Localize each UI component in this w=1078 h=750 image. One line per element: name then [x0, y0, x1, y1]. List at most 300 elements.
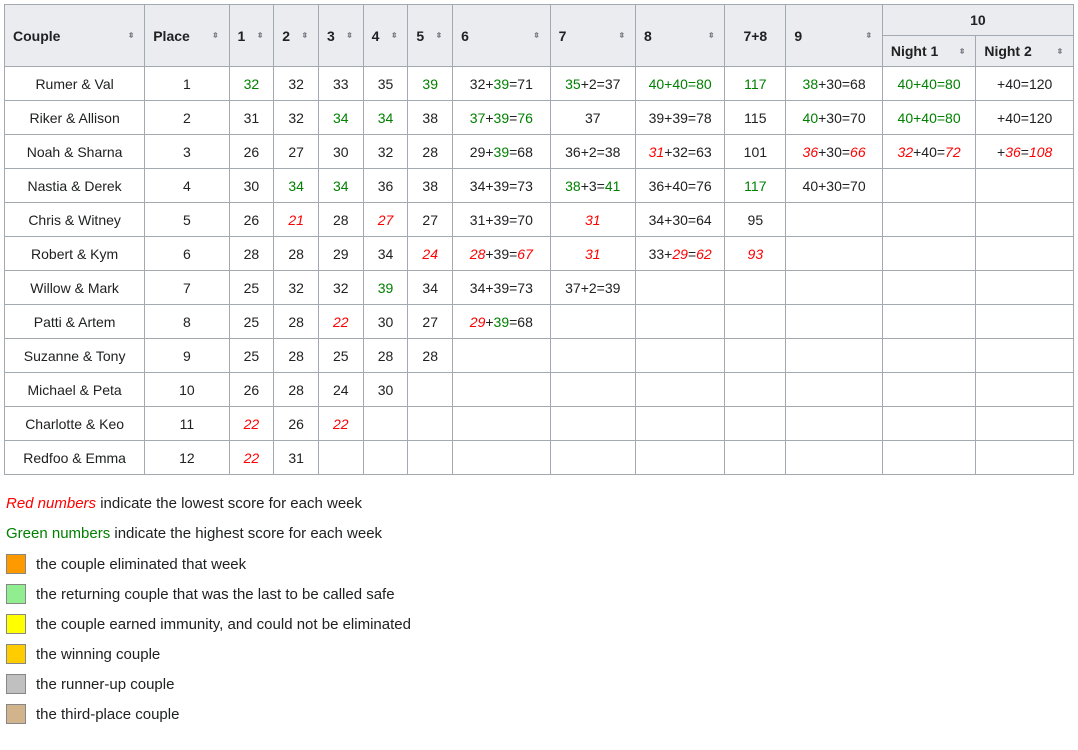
score-cell — [786, 305, 883, 339]
col-header-night-1-label: Night 1 — [890, 43, 939, 59]
score-cell — [786, 373, 883, 407]
score-cell — [453, 305, 551, 339]
score-cell — [882, 271, 975, 305]
score-fragment: 34+30=64 — [648, 211, 712, 228]
table-row — [5, 305, 1074, 339]
score-fragment: 21 — [288, 211, 304, 228]
score-cell — [229, 407, 274, 441]
score-cell — [274, 67, 319, 101]
place-cell: 2 — [145, 101, 229, 135]
score-cell — [453, 441, 551, 475]
sort-icon[interactable]: ⇕ — [211, 31, 220, 40]
sort-icon[interactable]: ⇕ — [958, 46, 967, 55]
score-fragment: 32 — [333, 279, 349, 296]
col-header-night-1[interactable] — [882, 36, 975, 67]
place-cell: 5 — [145, 203, 229, 237]
sort-icon[interactable]: ⇕ — [301, 31, 309, 40]
score-fragment: +3= — [580, 177, 605, 194]
col-header-week-1-label: 1 — [237, 27, 246, 44]
score-fragment: 26 — [288, 415, 304, 432]
score-fragment: 28 — [288, 347, 304, 364]
score-fragment: 32 — [243, 75, 260, 92]
score-cell — [550, 271, 635, 305]
score-cell — [786, 169, 883, 203]
score-cell — [274, 135, 319, 169]
score-fragment: 34 — [377, 109, 394, 126]
score-fragment: 32 — [288, 109, 304, 126]
score-fragment: 28 — [333, 211, 349, 228]
col-header-week-9[interactable] — [786, 5, 883, 67]
score-cell — [550, 203, 635, 237]
score-cell — [453, 67, 551, 101]
score-cell — [786, 237, 883, 271]
score-cell — [976, 237, 1074, 271]
legend — [6, 489, 1078, 729]
score-cell — [976, 373, 1074, 407]
score-cell — [229, 135, 274, 169]
score-fragment: 25 — [243, 347, 260, 364]
couple-name-cell: Riker & Allison — [5, 101, 145, 135]
score-cell — [229, 203, 274, 237]
score-fragment: 22 — [243, 415, 260, 432]
score-cell — [408, 203, 453, 237]
score-fragment: 39 — [493, 143, 510, 160]
score-cell — [363, 169, 408, 203]
score-cell — [550, 135, 635, 169]
score-cell — [786, 339, 883, 373]
score-fragment: +30= — [818, 143, 851, 160]
couple-name-cell: Charlotte & Keo — [5, 407, 145, 441]
score-cell — [976, 135, 1074, 169]
score-fragment: 38 — [565, 177, 581, 194]
score-fragment: 27 — [422, 211, 438, 228]
col-header-week-3-label: 3 — [326, 27, 335, 44]
score-fragment: 25 — [333, 347, 349, 364]
score-fragment: 66 — [850, 143, 866, 160]
score-fragment: 117 — [744, 75, 767, 92]
score-fragment: 39 — [493, 109, 510, 126]
score-fragment: = — [1020, 143, 1029, 160]
score-cell — [318, 339, 363, 373]
score-fragment: 22 — [333, 313, 349, 330]
score-cell — [882, 407, 975, 441]
score-fragment: 37 — [469, 109, 486, 126]
score-fragment: 34 — [333, 109, 349, 126]
score-cell — [635, 135, 724, 169]
score-cell — [635, 169, 724, 203]
score-cell — [363, 373, 408, 407]
score-cell — [725, 305, 786, 339]
col-header-place-label: Place — [153, 27, 190, 44]
score-cell — [453, 271, 551, 305]
score-cell — [453, 237, 551, 271]
score-cell — [882, 169, 975, 203]
score-cell — [408, 271, 453, 305]
col-header-week-6[interactable] — [453, 5, 551, 67]
score-cell — [229, 271, 274, 305]
score-cell — [408, 169, 453, 203]
score-cell — [318, 169, 363, 203]
couple-name-cell: Rumer & Val — [5, 67, 145, 101]
score-cell — [408, 441, 453, 475]
score-cell — [274, 101, 319, 135]
score-cell — [363, 339, 408, 373]
place-cell: 6 — [145, 237, 229, 271]
score-fragment: 37 — [584, 109, 601, 126]
legend-item — [6, 669, 1078, 699]
score-fragment: 29+ — [469, 143, 494, 160]
score-cell — [882, 339, 975, 373]
score-cell — [274, 237, 319, 271]
col-header-night-2-label: Night 2 — [984, 43, 1032, 59]
score-fragment: 34 — [333, 177, 349, 194]
place-cell: 9 — [145, 339, 229, 373]
sort-icon[interactable]: ⇕ — [1056, 46, 1064, 55]
score-cell — [550, 169, 635, 203]
score-fragment: 31 — [288, 449, 304, 466]
score-fragment: 34 — [377, 245, 394, 262]
score-fragment: 40+40=80 — [897, 109, 961, 126]
legend-swatch — [6, 644, 26, 664]
score-fragment: 26 — [243, 381, 260, 398]
col-header-week-4[interactable] — [363, 5, 408, 67]
table-body — [5, 67, 1074, 475]
score-fragment: 31 — [648, 143, 665, 160]
score-cell — [976, 271, 1074, 305]
score-cell — [274, 441, 319, 475]
score-fragment: 40+40=80 — [897, 75, 961, 92]
score-fragment: 35 — [377, 75, 394, 92]
score-fragment: 24 — [333, 381, 349, 398]
legend-item — [6, 579, 1078, 609]
score-fragment: 30 — [377, 381, 394, 398]
legend-swatch — [6, 584, 26, 604]
legend-item — [6, 699, 1078, 729]
score-cell — [408, 339, 453, 373]
score-fragment: 38 — [802, 75, 819, 92]
score-fragment: 27 — [377, 211, 394, 228]
couple-name-cell: Chris & Witney — [5, 203, 145, 237]
legend-swatch — [6, 674, 26, 694]
sort-icon[interactable]: ⇕ — [435, 31, 443, 40]
sort-icon[interactable]: ⇕ — [707, 31, 716, 40]
sort-icon[interactable]: ⇕ — [127, 31, 135, 40]
place-cell: 10 — [145, 373, 229, 407]
table-row — [5, 101, 1074, 135]
score-cell — [635, 237, 724, 271]
score-fragment: 30 — [333, 143, 349, 160]
score-cell — [882, 203, 975, 237]
score-cell — [318, 237, 363, 271]
score-cell — [976, 407, 1074, 441]
col-header-night-2[interactable] — [976, 36, 1074, 67]
table-row — [5, 135, 1074, 169]
legend-label: the third-place couple — [36, 705, 180, 723]
couple-name-cell: Suzanne & Tony — [5, 339, 145, 373]
table-row — [5, 203, 1074, 237]
sort-icon[interactable]: ⇕ — [345, 31, 354, 40]
header-row-1 — [5, 5, 1074, 36]
score-cell — [786, 441, 883, 475]
score-fragment: 31 — [584, 211, 601, 228]
legend-note-text: indicate the lowest score for each week — [96, 495, 363, 512]
score-fragment: 34 — [288, 177, 304, 194]
score-cell — [976, 101, 1074, 135]
table-row — [5, 407, 1074, 441]
score-cell — [229, 67, 274, 101]
score-cell — [453, 169, 551, 203]
score-cell — [976, 203, 1074, 237]
score-fragment: 31 — [584, 245, 601, 262]
score-cell — [786, 271, 883, 305]
score-cell — [725, 339, 786, 373]
score-cell — [363, 67, 408, 101]
score-cell — [318, 271, 363, 305]
sort-icon[interactable]: ⇕ — [532, 31, 541, 40]
score-fragment: 28 — [422, 347, 438, 364]
score-cell — [408, 305, 453, 339]
score-cell — [635, 305, 724, 339]
score-cell — [635, 339, 724, 373]
legend-label: the winning couple — [36, 645, 161, 663]
table-row — [5, 441, 1074, 475]
score-cell — [976, 339, 1074, 373]
score-cell — [274, 271, 319, 305]
score-fragment: 41 — [604, 177, 621, 194]
score-cell — [229, 339, 274, 373]
score-fragment: 40 — [802, 109, 819, 126]
score-fragment: 31+39=70 — [469, 211, 533, 228]
score-fragment: 29 — [469, 313, 486, 330]
score-fragment: 32+ — [469, 75, 494, 92]
score-cell — [318, 203, 363, 237]
sort-icon[interactable]: ⇕ — [256, 31, 265, 40]
score-cell — [453, 339, 551, 373]
score-fragment: 39+39=78 — [648, 109, 712, 126]
score-cell — [635, 101, 724, 135]
score-cell — [453, 407, 551, 441]
sort-icon[interactable]: ⇕ — [618, 31, 626, 40]
score-cell — [318, 441, 363, 475]
score-cell — [786, 407, 883, 441]
score-fragment: 115 — [744, 109, 767, 126]
score-cell — [363, 305, 408, 339]
score-cell — [229, 441, 274, 475]
score-fragment: 36 — [802, 143, 819, 160]
score-cell — [408, 135, 453, 169]
legend-note-emphasis: Red numbers — [6, 495, 97, 512]
couple-name-cell: Redfoo & Emma — [5, 441, 145, 475]
score-cell — [229, 237, 274, 271]
score-fragment: 34+39=73 — [469, 177, 533, 194]
score-fragment: 22 — [333, 415, 349, 432]
score-cell — [408, 373, 453, 407]
score-cell — [725, 169, 786, 203]
col-header-week-8[interactable] — [635, 5, 724, 67]
score-cell — [725, 407, 786, 441]
couple-name-cell: Robert & Kym — [5, 237, 145, 271]
score-cell — [976, 169, 1074, 203]
score-cell — [408, 101, 453, 135]
legend-swatch — [6, 704, 26, 724]
place-cell: 3 — [145, 135, 229, 169]
score-cell — [725, 135, 786, 169]
score-cell — [363, 101, 408, 135]
col-header-week-7-8-label: 7+8 — [743, 27, 768, 44]
couple-name-cell: Nastia & Derek — [5, 169, 145, 203]
score-cell — [363, 135, 408, 169]
col-header-week-3[interactable] — [318, 5, 363, 67]
legend-note-text: indicate the highest score for each week — [110, 525, 383, 542]
score-cell — [725, 203, 786, 237]
score-fragment: 27 — [288, 143, 304, 160]
score-fragment: 108 — [1028, 143, 1053, 160]
score-fragment: 39 — [493, 313, 510, 330]
score-fragment: =68 — [509, 143, 533, 160]
score-cell — [635, 67, 724, 101]
score-cell — [550, 407, 635, 441]
score-cell — [725, 373, 786, 407]
score-fragment: 28 — [469, 245, 486, 262]
table-row — [5, 169, 1074, 203]
col-header-couple[interactable] — [5, 5, 145, 67]
legend-label: the returning couple that was the last to be called safe — [36, 585, 395, 603]
col-header-week-7-label: 7 — [558, 27, 567, 44]
score-fragment: 67 — [517, 245, 533, 262]
score-cell — [550, 339, 635, 373]
score-fragment: 38 — [422, 109, 438, 126]
score-cell — [635, 407, 724, 441]
score-cell — [453, 135, 551, 169]
score-fragment: 24 — [422, 245, 438, 262]
score-fragment: 40+40=80 — [648, 75, 712, 92]
score-cell — [550, 373, 635, 407]
score-fragment: 39 — [377, 279, 394, 296]
score-cell — [725, 101, 786, 135]
col-header-week-5-label: 5 — [416, 27, 425, 44]
score-cell — [318, 67, 363, 101]
col-header-couple-label: Couple — [13, 27, 61, 44]
col-header-week-7-8[interactable] — [725, 5, 786, 67]
score-fragment: 32 — [288, 75, 304, 92]
score-fragment: 28 — [288, 381, 304, 398]
score-fragment: + — [997, 143, 1006, 160]
place-cell: 8 — [145, 305, 229, 339]
score-cell — [274, 169, 319, 203]
score-fragment: 29 — [672, 245, 688, 262]
score-cell — [274, 407, 319, 441]
score-fragment: 33 — [333, 75, 349, 92]
score-fragment: 28 — [377, 347, 394, 364]
score-cell — [976, 67, 1074, 101]
score-fragment: 38 — [422, 177, 438, 194]
score-fragment: 36 — [377, 177, 394, 194]
table-row — [5, 339, 1074, 373]
col-header-place[interactable] — [145, 5, 229, 67]
place-cell: 12 — [145, 441, 229, 475]
score-fragment: 32 — [288, 279, 304, 296]
col-header-week-4-label: 4 — [371, 27, 380, 44]
score-cell — [363, 203, 408, 237]
col-header-week-1[interactable] — [229, 5, 274, 67]
place-cell: 7 — [145, 271, 229, 305]
score-fragment: 101 — [743, 143, 768, 160]
score-fragment: 30 — [377, 313, 394, 330]
score-fragment: +2=37 — [580, 75, 621, 92]
legend-swatch — [6, 614, 26, 634]
sort-icon[interactable]: ⇕ — [865, 31, 873, 40]
col-header-week-5[interactable] — [408, 5, 453, 67]
score-fragment: + — [485, 109, 494, 126]
score-fragment: +39= — [485, 245, 518, 262]
sort-icon[interactable]: ⇕ — [390, 31, 399, 40]
scores-table — [4, 4, 1074, 475]
place-cell: 1 — [145, 67, 229, 101]
score-fragment: +40=120 — [997, 75, 1053, 92]
legend-item — [6, 639, 1078, 669]
score-fragment: +30=68 — [818, 75, 866, 92]
score-cell — [318, 135, 363, 169]
score-cell — [882, 237, 975, 271]
score-cell — [550, 101, 635, 135]
score-fragment: 39 — [493, 75, 510, 92]
score-cell — [318, 373, 363, 407]
legend-item — [6, 549, 1078, 579]
score-fragment: 36 — [1005, 143, 1021, 160]
score-cell — [976, 441, 1074, 475]
score-cell — [363, 441, 408, 475]
score-fragment: 33+ — [648, 245, 673, 262]
score-cell — [882, 135, 975, 169]
score-cell — [725, 237, 786, 271]
score-fragment: +40= — [913, 143, 946, 160]
score-fragment: =71 — [509, 75, 533, 92]
score-cell — [229, 101, 274, 135]
col-header-week-7[interactable] — [550, 5, 635, 67]
score-cell — [550, 441, 635, 475]
score-cell — [882, 441, 975, 475]
score-fragment: = — [687, 245, 697, 262]
legend-note-emphasis: Green numbers — [6, 525, 111, 542]
score-fragment: 117 — [744, 177, 767, 194]
score-cell — [363, 237, 408, 271]
score-cell — [229, 169, 274, 203]
score-cell — [786, 101, 883, 135]
score-cell — [274, 339, 319, 373]
score-fragment: +30=70 — [818, 109, 866, 126]
score-cell — [363, 407, 408, 441]
table-row — [5, 67, 1074, 101]
col-header-week-2[interactable] — [274, 5, 319, 67]
score-fragment: +32=63 — [664, 143, 712, 160]
score-cell — [882, 305, 975, 339]
legend-swatch — [6, 554, 26, 574]
score-cell — [274, 203, 319, 237]
place-cell: 4 — [145, 169, 229, 203]
score-fragment: 29 — [333, 245, 349, 262]
score-fragment: 31 — [243, 109, 260, 126]
score-cell — [882, 373, 975, 407]
score-fragment: 37+2=39 — [565, 279, 621, 296]
score-fragment: 36+40=76 — [648, 177, 712, 194]
score-cell — [725, 67, 786, 101]
table-row — [5, 271, 1074, 305]
score-fragment: 26 — [243, 143, 260, 160]
couple-name-cell: Michael & Peta — [5, 373, 145, 407]
legend-label: the couple earned immunity, and could not be eliminated — [36, 615, 411, 633]
score-fragment: = — [509, 109, 518, 126]
score-cell — [408, 237, 453, 271]
